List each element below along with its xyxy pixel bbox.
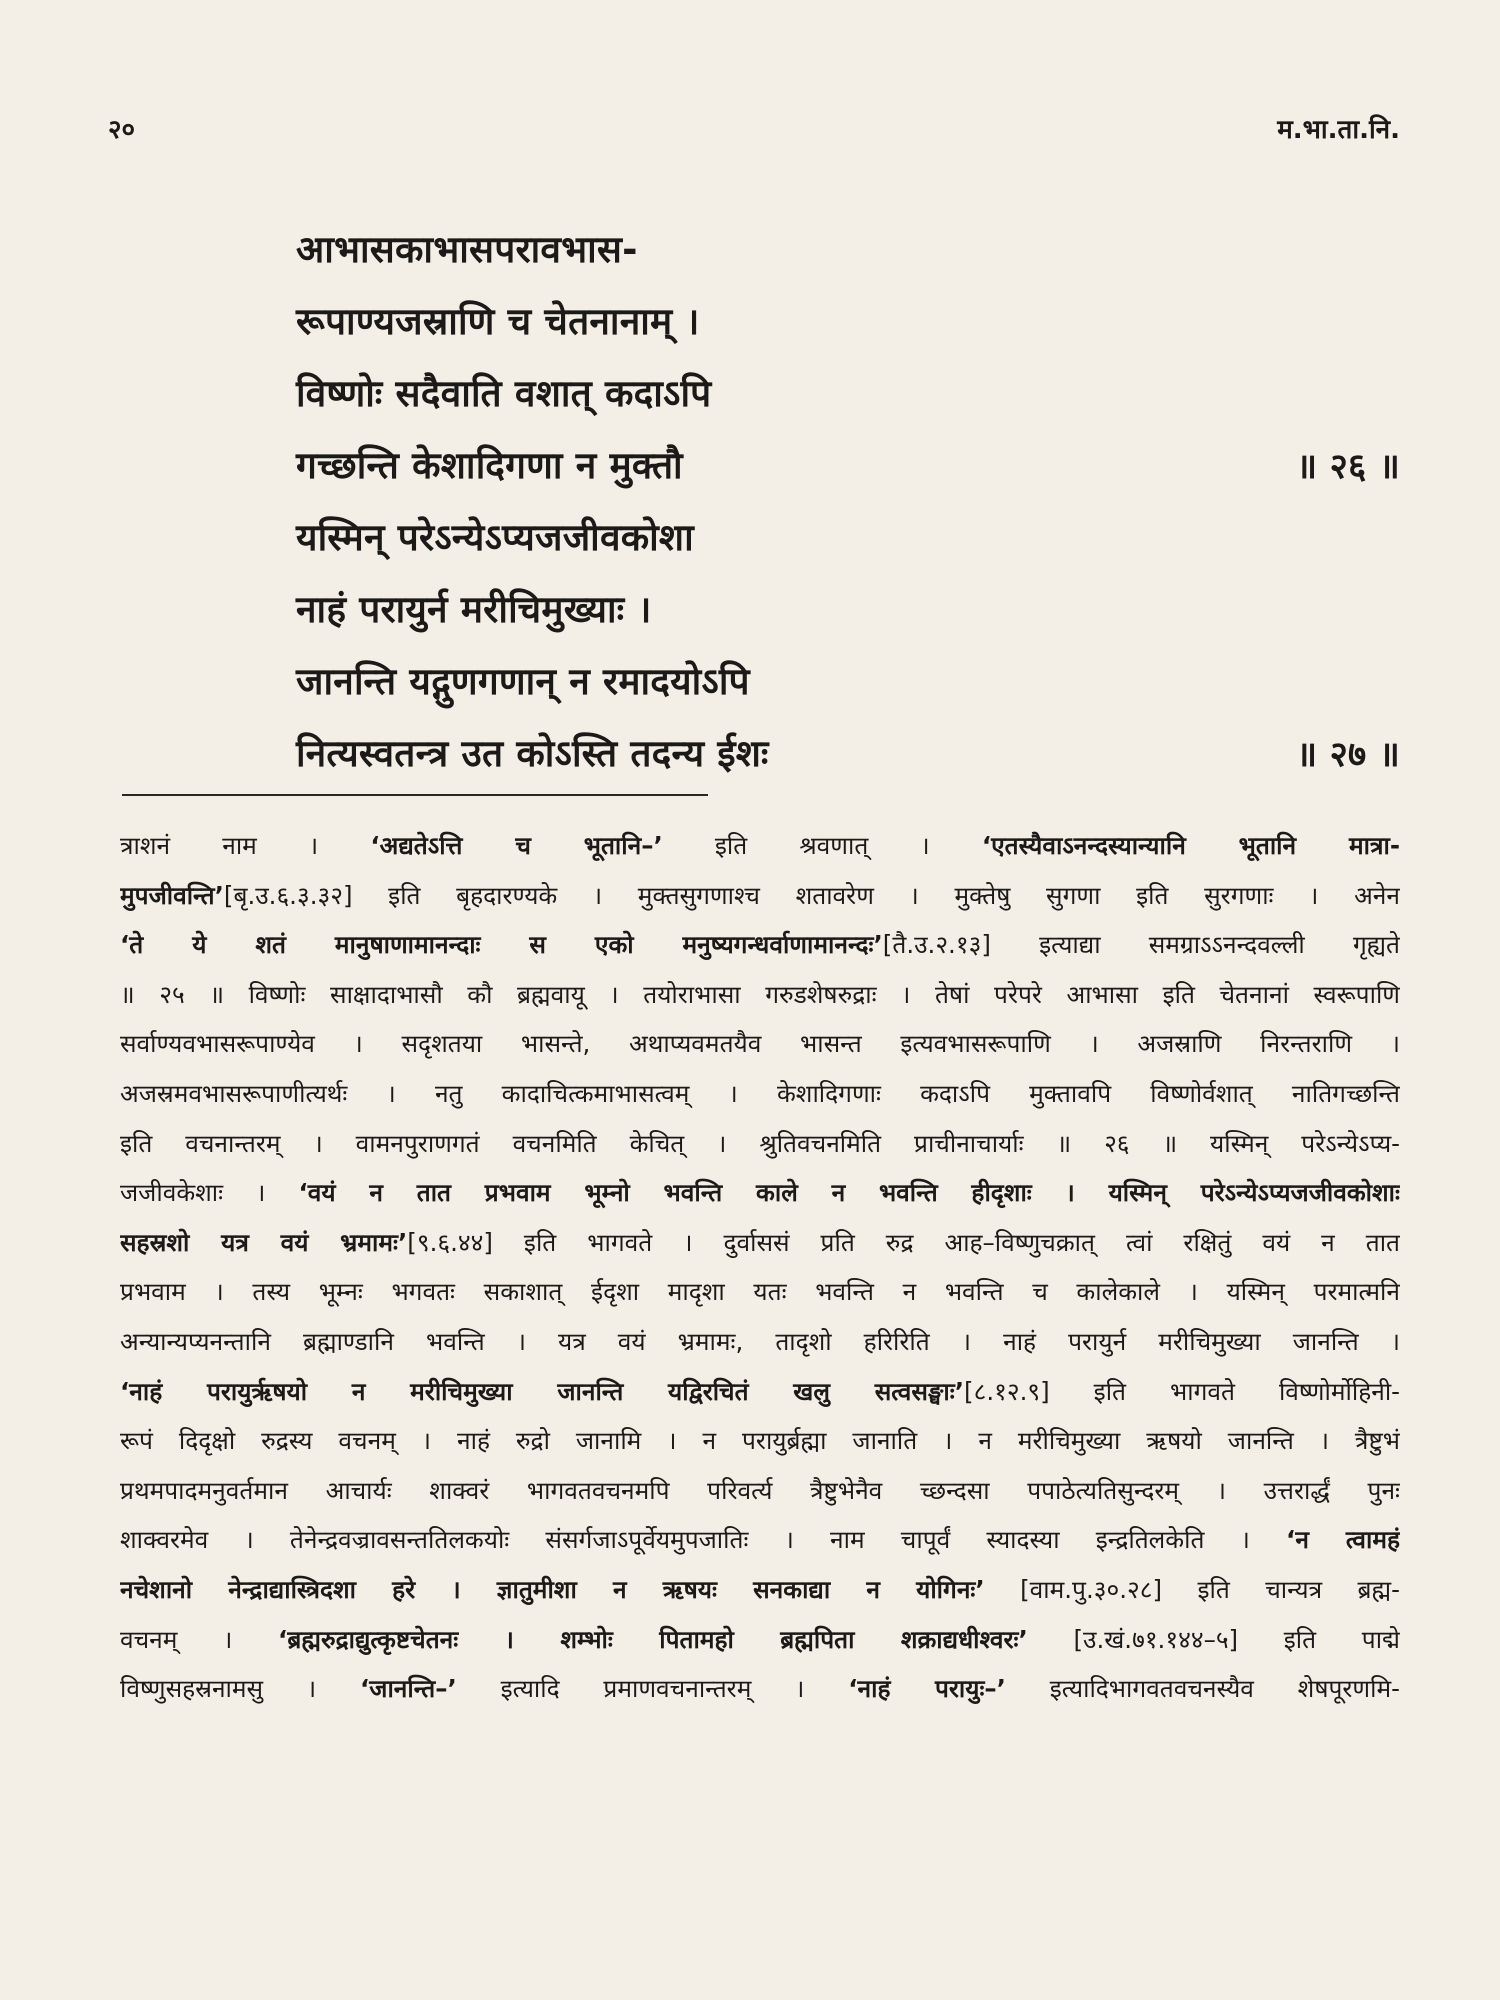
commentary-text: प्रथमपादमनुवर्तमान आचार्यः शाक्वरं भागवतवचनमपि परिवर्त्य त्रैष्टुभेनैव च्छन्दसा पपाठेत्यतिसुन्दरम् । उत्तरार्द्धं पुनः: [120, 1475, 1400, 1505]
verse-line: [296, 294, 1400, 366]
commentary-line: [120, 1416, 1400, 1466]
commentary-line: [120, 1317, 1400, 1367]
verse-number: ॥ २६ ॥: [1296, 447, 1400, 487]
verse-line: [296, 510, 1400, 582]
quoted-text: ‘ते ये शतं मानुषाणामानन्दाः स एको मनुष्यगन्धर्वाणामानन्दः’: [120, 930, 883, 960]
commentary-line: [120, 1565, 1400, 1615]
commentary-text: इत्यादिभागवतवचनस्यैव शेषपूरणमि-: [1005, 1674, 1400, 1704]
page-header: [108, 108, 1400, 148]
commentary-text: विष्णुसहस्रनामसु ।: [120, 1674, 360, 1704]
commentary-text: सर्वाण्यवभासरूपाण्येव । सदृशतया भासन्ते, अथाप्यवमतयैव भासन्त इत्यवभासरूपाणि । अजस्राणि निरन्तराणि ।: [120, 1029, 1400, 1059]
commentary-line: [120, 871, 1400, 921]
commentary-text: [९.६.४४] इति भागवते । दुर्वाससं प्रति रुद्र आह–विष्णुचक्रात् त्वां रक्षितुं वयं न तात: [407, 1227, 1400, 1257]
verse-line: [296, 438, 1400, 510]
commentary-line: [120, 920, 1400, 970]
commentary-text: प्रभवाम । तस्य भूम्नः भगवतः सकाशात् ईदृशा मादृशा यतः भवन्ति न भवन्ति च कालेकाले । यस्मिन् परमात्मनि: [120, 1277, 1400, 1307]
quoted-text: मुपजीवन्ति’: [120, 880, 224, 910]
commentary-line: [120, 1664, 1400, 1714]
verse-line: [296, 654, 1400, 726]
quoted-text: ‘एतस्यैवाऽनन्दस्यान्यानि भूतानि मात्रा-: [981, 831, 1400, 860]
quoted-text: ‘वयं न तात प्रभवाम भूम्नो भवन्ति काले न भवन्ति हीदृशाः । यस्मिन् परेऽन्येऽप्यजजीवकोशाः: [298, 1178, 1400, 1208]
commentary-line: [120, 1218, 1400, 1268]
verse-text: नित्यस्वतन्त्र उत कोऽस्ति तदन्य ईशः: [296, 732, 769, 775]
commentary-line: [120, 970, 1400, 1020]
verse-number: ॥ २७ ॥: [1296, 735, 1400, 775]
verse-line: [296, 222, 1400, 294]
running-title: म.भा.ता.नि.: [1277, 115, 1400, 145]
commentary-text: ॥ २५ ॥ विष्णोः साक्षादाभासौ कौ ब्रह्मवायू । तयोराभासा गरुडशेषरुद्राः । तेषां परेपरे आभासा इति चेतनानां स्वरूपाणि: [120, 979, 1400, 1009]
verse-line: [296, 366, 1400, 438]
commentary-text: इत्यादि प्रमाणवचनान्तरम् ।: [456, 1674, 849, 1704]
commentary-text: त्राशनं नाम ।: [120, 831, 371, 860]
commentary-text: जजीवकेशाः ।: [120, 1178, 299, 1208]
commentary-text: शाक्वरमेव । तेनेन्द्रवज्रावसन्ततिलकयोः संसर्गजाऽपूर्वेयमुपजातिः । नाम चापूर्वं स्यादस्या इन्द्रतिलकेति ।: [120, 1525, 1287, 1555]
quoted-text: नचेशानो नेन्द्राद्यास्त्रिदशा हरे । ज्ञातुमीशा न ऋषयः सनकाद्या न योगिनः’: [120, 1574, 985, 1604]
commentary-line: [120, 1069, 1400, 1119]
commentary-line: [120, 1267, 1400, 1317]
verse-text: नाहं परायुर्न मरीचिमुख्याः ।: [296, 588, 652, 631]
commentary-text: अजस्रमवभासरूपाणीत्यर्थः । नतु कादाचित्कमाभासत्वम् । केशादिगणाः कदाऽपि मुक्तावपि विष्णोर्वशात् नातिगच्छन्ति: [120, 1078, 1400, 1108]
quoted-text: ‘न त्वामहं: [1286, 1525, 1400, 1555]
commentary-line: [120, 1466, 1400, 1516]
commentary-text: इति श्रवणात् ।: [662, 831, 982, 860]
commentary-text: अन्यान्यप्यनन्तानि ब्रह्माण्डानि भवन्ति । यत्र वयं भ्रमामः, तादृशो हरिरिति । नाहं परायुर्न मरीचिमुख्या जानन्ति ।: [120, 1326, 1400, 1356]
verse-line: [296, 726, 1400, 798]
commentary-line: [120, 1019, 1400, 1069]
footnote-divider: [122, 794, 708, 796]
verse-text: जानन्ति यद्गुणगणान् न रमादयोऽपि: [296, 660, 750, 703]
commentary-text: इति वचनान्तरम् । वामनपुराणगतं वचनमिति केचित् । श्रुतिवचनमिति प्राचीनाचार्याः ॥ २६ ॥ यस्मिन् परेऽन्येऽप्य-: [120, 1128, 1400, 1158]
quoted-text: ‘जानन्ति–’: [359, 1674, 457, 1704]
commentary-block: [120, 821, 1400, 1714]
commentary-line: [120, 1168, 1400, 1218]
commentary-text: [८.१२.९] इति भागवते विष्णोर्मोहिनी-: [964, 1376, 1400, 1406]
commentary-text: वचनम् ।: [120, 1624, 279, 1654]
commentary-line: [120, 1615, 1400, 1665]
commentary-text: [वाम.पु.३०.२८] इति चान्यत्र ब्रह्म-: [984, 1574, 1400, 1604]
quoted-text: ‘ब्रह्मरुद्राद्युत्कृष्टचेतनः । शम्भोः पितामहो ब्रह्मपिता शक्राद्यधीश्वरः’: [278, 1624, 1028, 1654]
verse-text: विष्णोः सदैवाति वशात् कदाऽपि: [296, 372, 712, 415]
verse-text: रूपाण्यजस्राणि च चेतनानाम् ।: [296, 300, 700, 343]
verse-text: गच्छन्ति केशादिगणा न मुक्तौ: [296, 444, 683, 487]
verse-block: [296, 222, 1400, 798]
quoted-text: ‘नाहं परायुः–’: [848, 1674, 1006, 1704]
quoted-text: ‘नाहं परायुरृषयो न मरीचिमुख्या जानन्ति यद्विरचितं खलु सत्वसङ्घाः’: [120, 1376, 965, 1406]
commentary-text: रूपं दिदृक्षो रुद्रस्य वचनम् । नाहं रुद्रो जानामि । न परायुर्ब्रह्मा जानाति । न मरीचिमुख्या ऋषयो जानन्ति । त्रैष्टुभं: [120, 1426, 1400, 1456]
page-number: २०: [108, 115, 136, 145]
commentary-line: [120, 1367, 1400, 1417]
verse-line: [296, 582, 1400, 654]
quoted-text: सहस्रशो यत्र वयं भ्रमामः’: [120, 1227, 408, 1257]
commentary-text: [बृ.उ.६.३.३२] इति बृहदारण्यके । मुक्तसुगणाश्च शतावरेण । मुक्तेषु सुगणा इति सुरगणाः । अनेन: [223, 880, 1400, 910]
commentary-line: [120, 1119, 1400, 1169]
verse-text: यस्मिन् परेऽन्येऽप्यजजीवकोशा: [296, 516, 694, 559]
verse-text: आभासकाभासपरावभास-: [296, 228, 638, 271]
commentary-text: [उ.खं.७१.१४४–५] इति पाद्मे: [1027, 1624, 1400, 1654]
commentary-line: [120, 1515, 1400, 1565]
quoted-text: ‘अद्यतेऽत्ति च भूतानि–’: [370, 831, 663, 860]
commentary-text: [तै.उ.२.१३] इत्याद्या समग्राऽऽनन्दवल्ली गृह्यते: [882, 930, 1400, 960]
commentary-line: [120, 821, 1400, 871]
